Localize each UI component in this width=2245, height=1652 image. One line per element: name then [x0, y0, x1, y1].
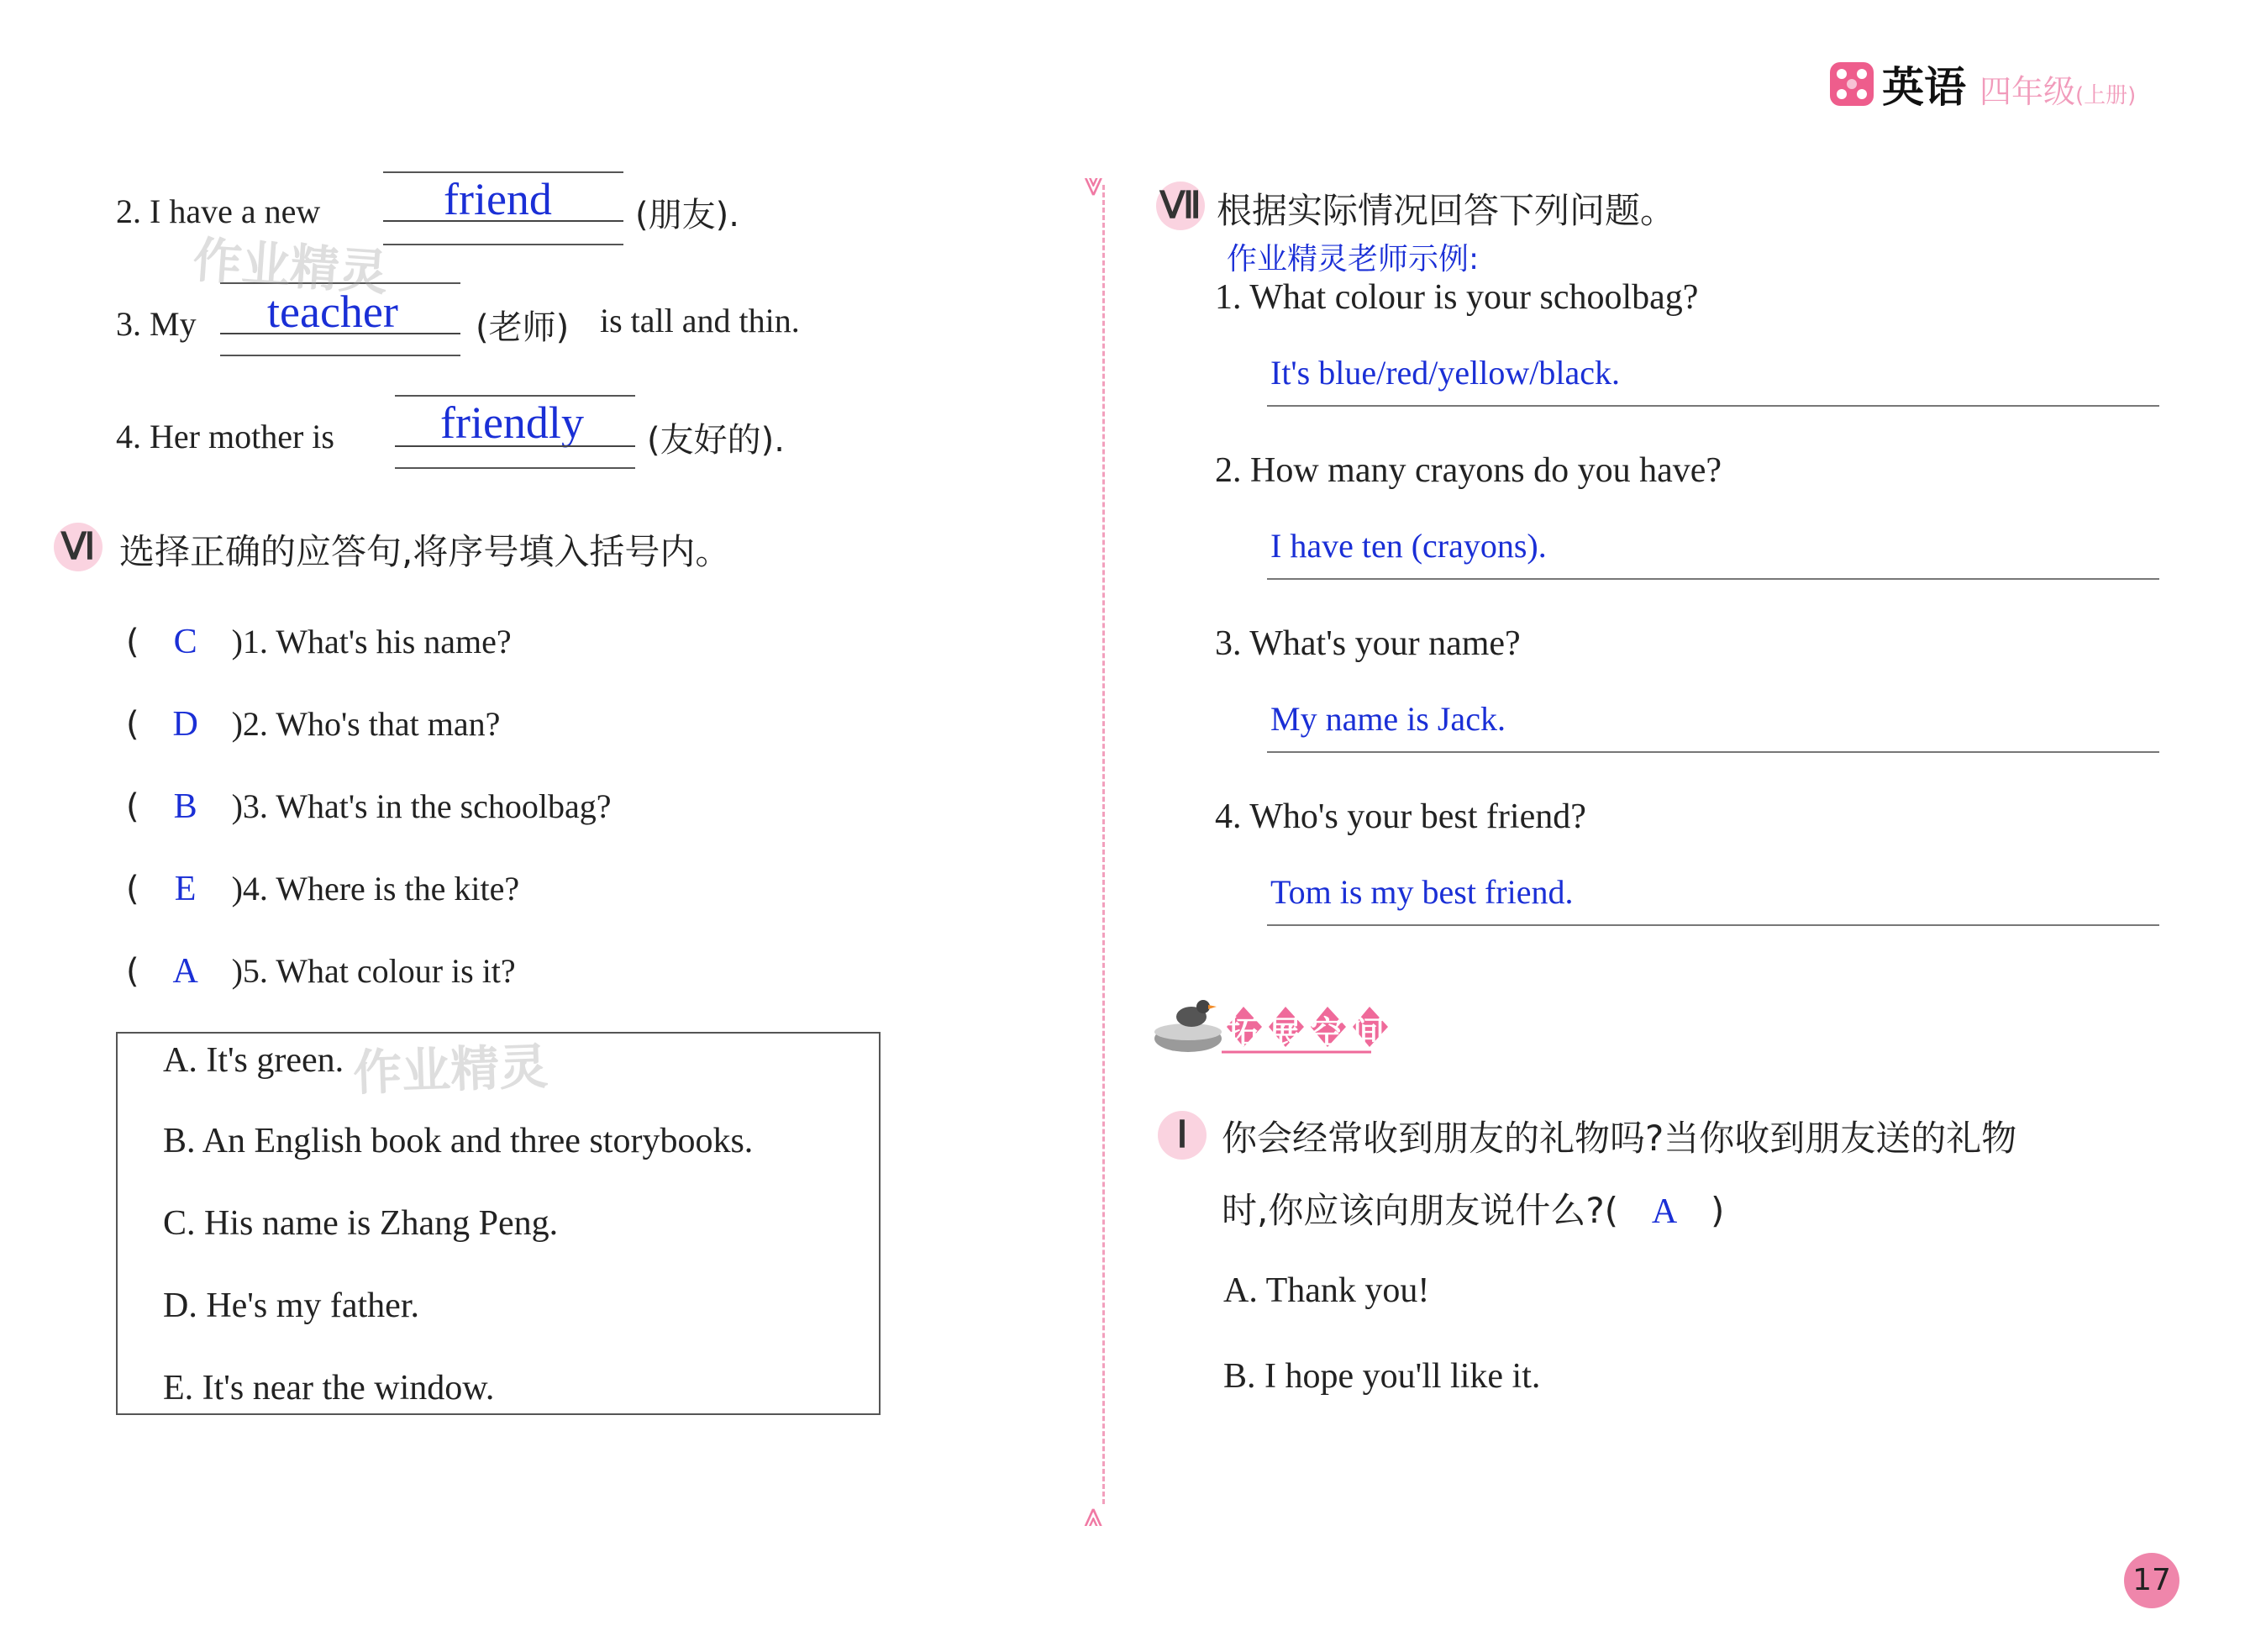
open-paren: ( — [126, 705, 139, 744]
page-divider — [1102, 185, 1105, 1504]
option-item: B. An English book and three storybooks. — [163, 1122, 754, 1160]
choice-question — [126, 622, 512, 662]
fill-answer: friendly — [440, 397, 584, 448]
answer-line — [1267, 751, 2159, 753]
open-paren: ( — [126, 787, 139, 826]
answer-line — [1267, 578, 2159, 580]
bird-icon — [1149, 990, 1227, 1057]
subject-title: 英语 — [1882, 63, 1966, 112]
question-text: )4. Where is the kite? — [231, 870, 520, 908]
answer-line — [1267, 405, 2159, 407]
question-text: )2. Who's that man? — [231, 705, 501, 743]
fill-line — [395, 445, 635, 447]
fill-line — [220, 355, 460, 356]
section-title: 选择正确的应答句,将序号填入括号内。 — [119, 531, 731, 572]
choice-answer: E — [174, 870, 197, 908]
question-text: 2. How many crayons do you have? — [1215, 451, 1722, 490]
section-title: 根据实际情况回答下列问题。 — [1217, 190, 1676, 231]
question-text: )1. What's his name? — [231, 623, 512, 660]
question-text: 1. What colour is your schoolbag? — [1215, 278, 1699, 317]
fill-hint: (友好的). — [647, 421, 785, 460]
watermark: 作业精灵 — [191, 230, 390, 302]
open-paren: ( — [126, 623, 139, 661]
question-line: 你会经常收到朋友的礼物吗?当你收到朋友送的礼物 — [1222, 1118, 2017, 1159]
choice-answer: A — [1651, 1192, 1678, 1231]
grade-numeral: 四 — [1979, 73, 2012, 110]
fill-line — [395, 467, 635, 469]
choice-question — [126, 787, 612, 827]
option-item: C. His name is Zhang Peng. — [163, 1204, 559, 1243]
option-item: A. It's green. — [163, 1041, 344, 1080]
open-paren: ( — [126, 870, 139, 908]
answer-text: It's blue/red/yellow/black. — [1270, 354, 1620, 392]
answer-text: Tom is my best friend. — [1270, 873, 1574, 911]
option-item: D. He's my father. — [163, 1286, 419, 1325]
question-text: )3. What's in the schoolbag? — [231, 787, 612, 825]
watermark: 作业精灵 — [352, 1037, 549, 1102]
option-item: B. I hope you'll like it. — [1223, 1357, 1541, 1396]
fill-item-prefix: 2. I have a new — [116, 192, 321, 230]
choice-answer: B — [173, 787, 197, 826]
example-note: 作业精灵老师示例: — [1227, 242, 1480, 276]
expand-title: 拓展空间 — [1227, 1014, 1396, 1051]
fill-answer: teacher — [267, 287, 398, 337]
fill-item-prefix: 4. Her mother is — [116, 418, 334, 455]
option-item: A. Thank you! — [1223, 1271, 1430, 1310]
section-number: Ⅰ — [1158, 1111, 1207, 1160]
section-number: Ⅶ — [1156, 182, 1205, 230]
fill-answer: friend — [444, 174, 552, 224]
grade-label — [1979, 66, 2136, 112]
fill-line — [383, 220, 623, 222]
option-item: E. It's near the window. — [163, 1369, 495, 1407]
divider-top-arrow-icon: ⩔ — [1084, 165, 1103, 203]
question-line: 时,你应该向朋友说什么?( A ) — [1222, 1190, 1725, 1231]
choice-answer: D — [172, 705, 198, 744]
fill-line — [220, 333, 460, 334]
divider-bottom-arrow-icon: ⩓ — [1084, 1496, 1103, 1534]
question-text: 4. Who's your best friend? — [1215, 797, 1586, 836]
grade-word: 年级 — [2011, 73, 2076, 110]
question-text: )5. What colour is it? — [231, 952, 516, 990]
choice-question — [126, 951, 516, 992]
page-number: 17 — [2124, 1553, 2179, 1608]
fill-item-prefix: 3. My — [116, 305, 197, 343]
brand-logo-icon — [1830, 62, 1874, 106]
answer-line — [1267, 924, 2159, 926]
choice-question — [126, 869, 519, 909]
choice-answer: C — [173, 623, 197, 661]
open-paren: ( — [126, 952, 139, 991]
answer-text: My name is Jack. — [1270, 700, 1506, 738]
fill-hint: (老师) — [476, 308, 570, 347]
volume-label: (上册) — [2075, 83, 2137, 108]
fill-item-suffix: is tall and thin. — [600, 302, 800, 339]
answer-text: I have ten (crayons). — [1270, 527, 1547, 565]
fill-hint: (朋友). — [635, 196, 739, 234]
choice-answer: A — [172, 952, 198, 991]
section-number: Ⅵ — [54, 523, 103, 571]
choice-question — [126, 704, 500, 744]
question-text: 3. What's your name? — [1215, 624, 1521, 663]
fill-line — [383, 244, 623, 245]
